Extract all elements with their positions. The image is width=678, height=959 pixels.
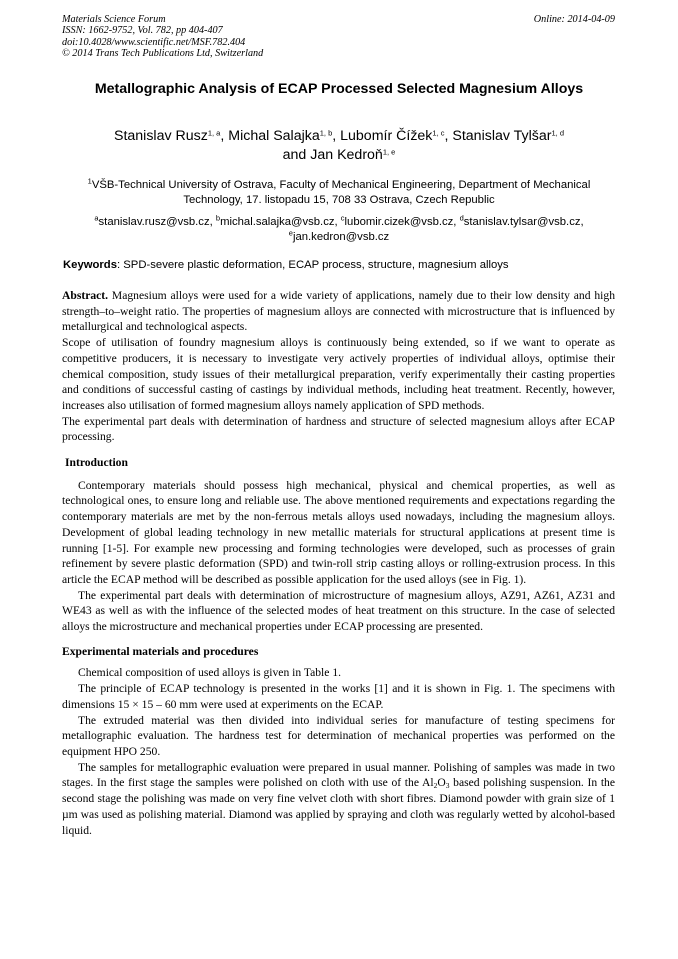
keywords-label: Keywords [63,259,117,271]
affiliation-text: VŠB-Technical University of Ostrava, Faculty of Mechanical Engineering, Department of Mechanical Technology, 17. listopadu 15, 708 33 Ostrava, Czech Republic [91,179,591,207]
abstract-label: Abstract. [62,289,109,302]
email: $^e$jan.kedron@vsb.cz [288,228,390,244]
affiliation-marker: 1 [87,176,92,186]
journal-name: Materials Science Forum [62,14,166,25]
experimental-paragraph: The extruded material was then divided into individual series for manufacture of testing specimens for metallographic evaluation. The hardness test for determination of mechanical properties was performed on the equipment HPO 250. [62,713,615,758]
section-heading-experimental: Experimental materials and procedures [62,644,259,658]
paper-body [62,288,615,838]
author: and Jan Kedroň$^{1, e}$ [282,147,396,163]
author-list [62,127,616,165]
online-date: Online: 2014-04-09 [533,14,615,25]
section-heading-introduction: Introduction [65,456,128,470]
experimental-paragraph: The principle of ECAP technology is presented in the works [1] and it is shown in Fig. 1. The specimens with dimensions 15 × 15 – 60 mm were used at experiments on the ECAP. [62,682,615,711]
experimental-paragraph: Chemical composition of used alloys is given in Table 1. [78,666,342,680]
paper-title: Metallographic Analysis of ECAP Processed Selected Magnesium Alloys [94,81,584,97]
author: Lubomír Čížek$^{1, c}$, [340,128,453,144]
keywords [63,258,617,273]
experimental-paragraph: The samples for metallographic evaluation were prepared in usual manner. Polishing of samples was made in two stages. In the first stage the samples were polished on cloth with use of the $Al_2O_3$ based polishing suspension. In the second stage the polishing was made on very fine velvet cloth with short fibres. Diamond powder with grain size of 1 µm was used as polishing material. Diamond was applied by spraying and cloth was regularly wetted by alcohol-based liquid. [62,760,615,837]
author: Stanislav Rusz$^{1, a}$, [114,128,229,144]
abstract-paragraph: Abstract. Magnesium alloys were used for a wide variety of applications, namely due to their low density and high strength–to–weight ratio. The properties of magnesium alloys are connected with microstructure that is influenced by metallurgical and technological aspects. [62,289,615,334]
abstract-paragraph: The experimental part deals with determination of hardness and structure of selected magnesium alloys after ECAP processing. [62,414,615,444]
email: $^d$stanislav.tylsar@vsb.cz, [459,213,584,228]
author: Stanislav Tylšar$^{1, d}$ [452,128,564,144]
abstract-paragraph: Scope of utilisation of foundry magnesium alloys is continuously being extended, so if we want to operate as competitive producers, it is necessary to investigate very actively properties of individual alloys, optimise their chemical composition, study issues of their metallurgical preparation, verify experimentally their casting properties and conditions of successful casting of castings by individual methods, including heat treatment. Recently, however, increases also utilisation of formed magnesium alloys namely application of SPD methods. [62,336,615,412]
copyright-line: © 2014 Trans Tech Publications Ltd, Switzerland [62,47,264,59]
email: $^b$michal.salajka@vsb.cz, [215,213,341,228]
issn-line: ISSN: 1662-9752, Vol. 782, pp 404-407 [62,25,223,37]
intro-paragraph: Contemporary materials should possess high mechanical, physical and chemical properties, as well as technological ones, to ensure long and reliable use. The above mentioned requirements and expectations regarding the contemporary materials are met by the non-ferrous metals alloys used nowadays, including the magnesium alloys. Development of global leading technology in new metallic materials for structural applications at present time is running [1-5]. For example new processing and forming technologies were developed, such as processes of grain refinement by severe plastic deformation (SPD) and twin-roll strip casting alloys or rolling-extrusion process. In this article the ECAP method will be described as possible application for the used alloys (see in Fig. 1). [62,478,615,586]
email: $^a$stanislav.rusz@vsb.cz, [94,213,216,228]
doi-line: doi:10.4028/www.scientific.net/MSF.782.404 [62,36,246,48]
author: Michal Salajka$^{1, b}$, [228,128,341,144]
email: $^c$lubomir.cizek@vsb.cz, [340,213,460,228]
affiliation [72,178,606,208]
keywords-text: : SPD-severe plastic deformation, ECAP process, structure, magnesium alloys [117,259,509,271]
intro-paragraph: The experimental part deals with determination of microstructure of magnesium alloys, AZ91, AZ61, AZ31 and WE43 as well as with the influence of the selected modes of heat treatment on this structure. In the case of selected alloys the microstructure and mechanical properties under ECAP processing are presented. [62,588,615,634]
journal-header [62,14,263,59]
email-list [62,215,616,245]
